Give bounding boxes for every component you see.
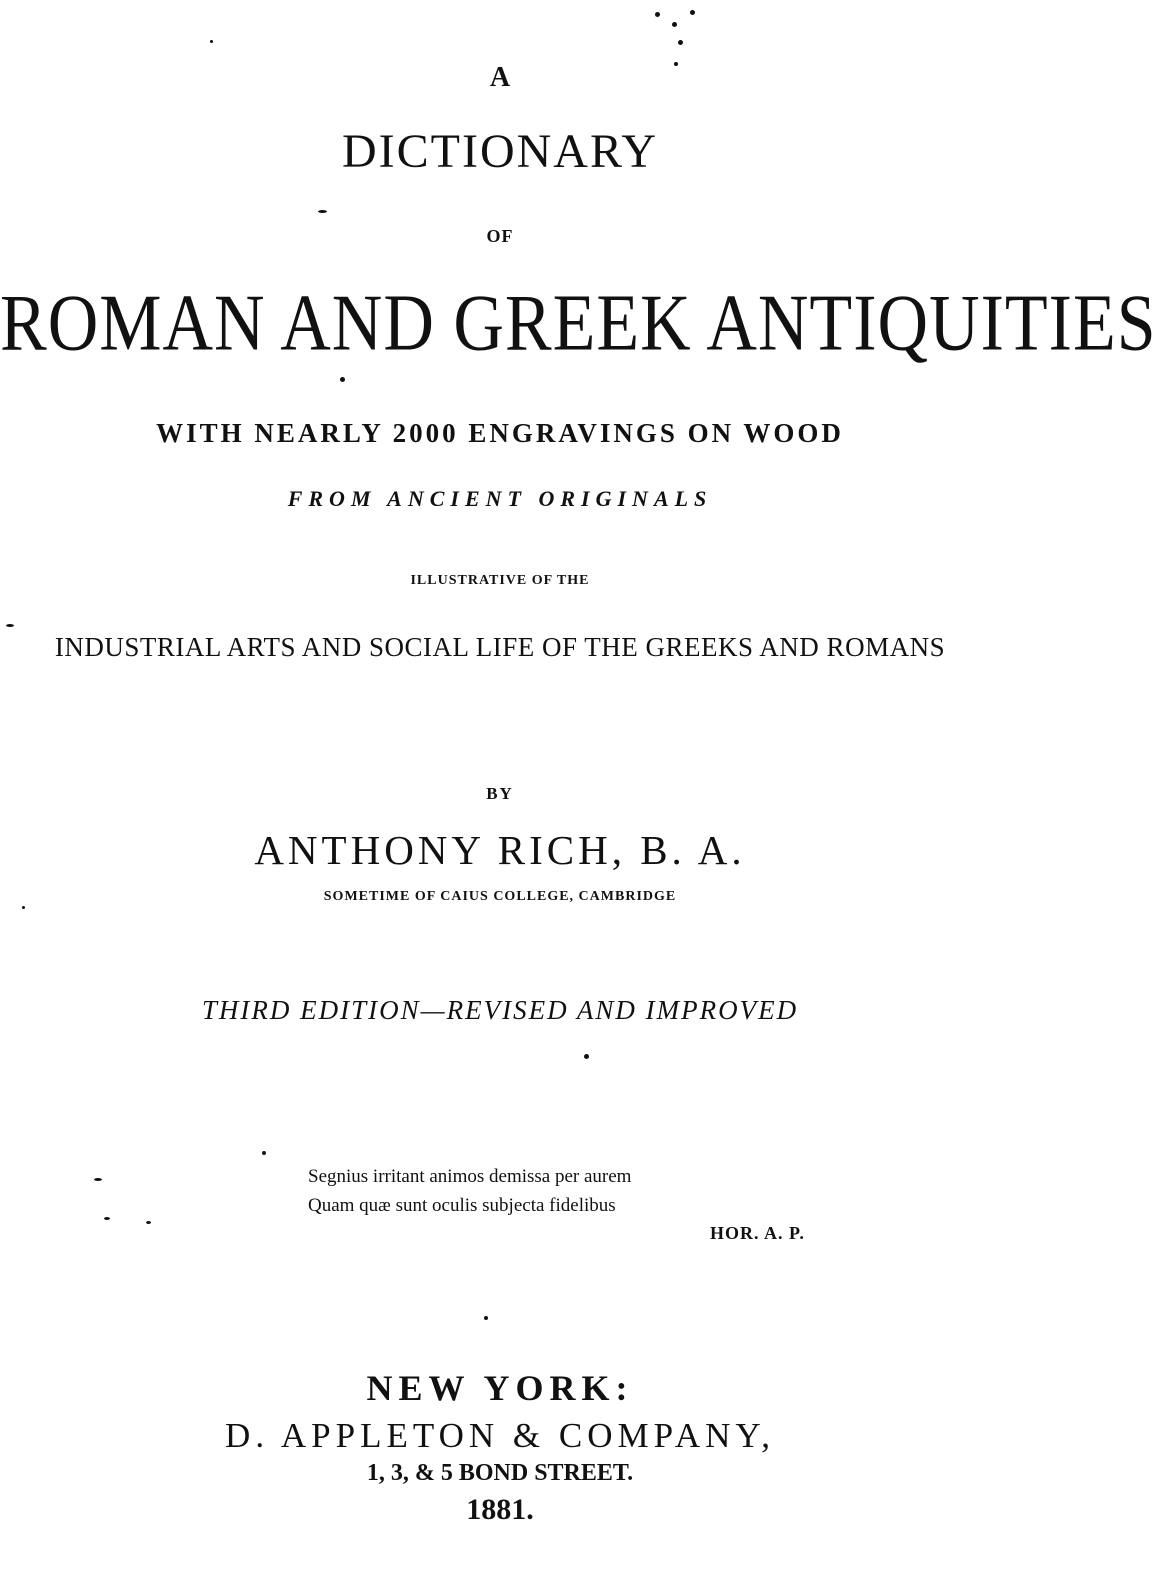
title-article: A <box>489 62 511 93</box>
scan-speck <box>674 62 678 66</box>
scan-speck <box>584 1054 589 1059</box>
scan-speck <box>672 22 677 27</box>
scan-speck <box>94 1178 102 1181</box>
author-affiliation: SOMETIME OF CAIUS COLLEGE, CAMBRIDGE <box>323 889 677 904</box>
scan-speck <box>690 10 695 15</box>
edition-line: THIRD EDITION—REVISED AND IMPROVED <box>201 995 799 1025</box>
scan-speck <box>484 1316 488 1320</box>
scan-speck <box>262 1151 266 1155</box>
imprint-publisher: D. APPLETON & COMPANY, <box>225 1416 775 1455</box>
epigraph-line-1: Segnius irritant animos demissa per aurem <box>308 1166 632 1187</box>
epigraph-attribution: HOR. A. P. <box>710 1223 805 1243</box>
scan-speck <box>318 210 327 213</box>
imprint-address: 1, 3, & 5 BOND STREET. <box>366 1460 634 1486</box>
scan-speck <box>210 40 213 43</box>
title-of: OF <box>486 226 514 246</box>
scan-speck <box>678 40 683 45</box>
scan-speck <box>340 377 345 382</box>
engravings-line: WITH NEARLY 2000 ENGRAVINGS ON WOOD <box>156 418 844 448</box>
scan-speck <box>655 12 660 17</box>
originals-line: FROM ANCIENT ORIGINALS <box>287 486 713 511</box>
author-name: ANTHONY RICH, B. A. <box>254 827 746 873</box>
scan-speck <box>6 624 14 627</box>
scan-speck <box>22 906 25 909</box>
illustrative-line: ILLUSTRATIVE OF THE <box>410 573 590 588</box>
imprint-year: 1881. <box>466 1493 534 1526</box>
title-word: DICTIONARY <box>342 125 658 178</box>
imprint-city: NEW YORK: <box>366 1368 634 1408</box>
main-title: ROMAN AND GREEK ANTIQUITIES <box>0 279 1157 368</box>
subject-line: INDUSTRIAL ARTS AND SOCIAL LIFE OF THE GREEKS AND ROMANS <box>54 632 946 662</box>
scan-speck <box>104 1217 110 1220</box>
epigraph-line-2: Quam quæ sunt oculis subjecta fidelibus <box>308 1195 616 1216</box>
by-line: BY <box>486 784 514 803</box>
scan-speck <box>146 1221 151 1224</box>
